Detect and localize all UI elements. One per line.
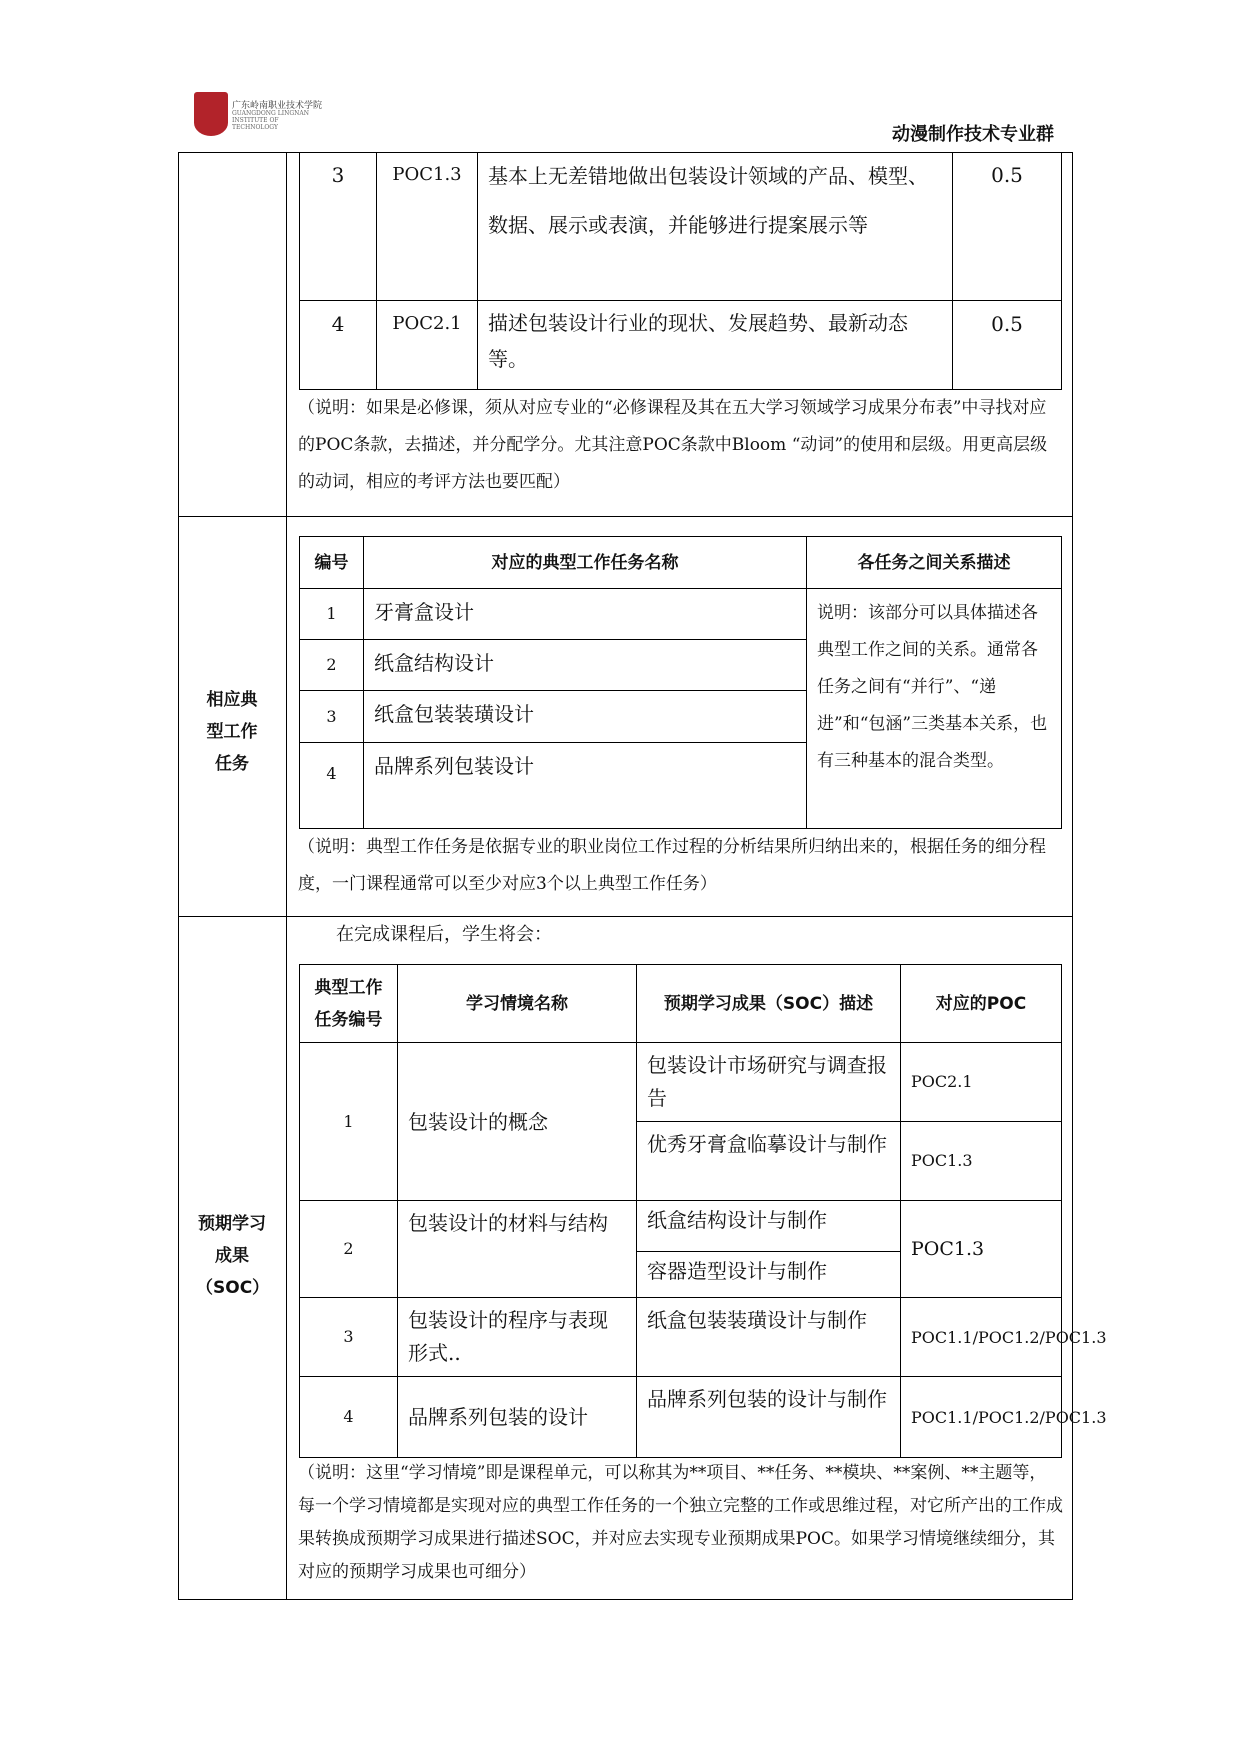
logo-text-en: GUANGDONG LINGNAN INSTITUTE OF TECHNOLOGY [232,110,309,131]
row-divider [178,516,1073,517]
poc-code: POC2.1 [377,300,478,389]
poc-description: 基本上无差错地做出包装设计领域的产品、模型、数据、展示或表演，并能够进行提案展示等 [478,152,953,300]
task-number: 3 [300,691,364,743]
context-name: 包装设计的材料与结构 [398,1201,637,1298]
section2-note: （说明：典型工作任务是依据专业的职业岗位工作过程的分析结果所归纳出来的，根据任务的细分程度，一门课程通常可以至少对应3个以上典型工作任务） [298,837,1046,894]
header-soc: 预期学习成果（SOC）描述 [637,965,901,1043]
credit-value: 0.5 [953,300,1062,389]
context-name: 包装设计的概念 [398,1043,637,1201]
poc-code: POC2.1 [901,1043,1062,1122]
section1-note: （说明：如果是必修课，须从对应专业的“必修课程及其在五大学习领域学习成果分布表”中寻找对应的POC条款，去描述，并分配学分。尤其注意POC条款中Bloom “动词”的使用和层级。用更高层级的动词，相应的考评方法也要匹配） [298,398,1048,492]
table-row [300,1201,1062,1252]
task-name: 纸盒结构设计 [364,640,807,691]
task-name: 牙膏盒设计 [364,589,807,640]
soc-label: 预期学习成果（SOC） [196,1214,270,1298]
soc-description: 包装设计市场研究与调查报告 [637,1043,901,1122]
section3-note: （说明：这里“学习情境”即是课程单元，可以称其为**项目、**任务、**模块、**案例、**主题等，每一个学习情境都是实现对应的典型工作任务的一个独立完整的工作或思维过程，对它所产出的工作成果转换成预期学习成果进行描述SOC，并对应去实现专业预期成果POC。如果学习情境继续细分，其对应的预期学习成果也可细分） [298,1463,1063,1582]
poc-credit-table [299,152,1062,390]
task-number: 4 [300,743,364,829]
task-name: 品牌系列包装设计 [364,743,807,829]
table-row [300,1298,1062,1377]
table-header-row [300,537,1062,589]
table-row [300,1377,1062,1458]
task-number: 1 [300,589,364,640]
task-name: 纸盒包装装璜设计 [364,691,807,743]
typical-tasks-table [299,536,1062,829]
soc-description: 品牌系列包装的设计与制作 [637,1377,901,1458]
column-divider [286,152,287,1600]
header-poc: 对应的POC [901,965,1062,1043]
table-row [300,589,1062,640]
header-relation: 各任务之间关系描述 [807,537,1062,589]
task-number: 4 [300,1377,398,1458]
header-number: 编号 [300,537,364,589]
poc-code: POC1.1/POC1.2/POC1.3 [901,1377,1062,1458]
header-task-number: 典型工作任务编号 [300,965,398,1043]
soc-description: 纸盒结构设计与制作 [637,1201,901,1252]
task-number: 2 [300,1201,398,1298]
soc-description: 优秀牙膏盒临摹设计与制作 [637,1122,901,1201]
table-row [300,1043,1062,1122]
context-name: 包装设计的程序与表现形式.. [398,1298,637,1377]
college-logo [194,92,228,136]
soc-description: 容器造型设计与制作 [637,1252,901,1298]
table-row [300,152,1062,300]
header-task-name: 对应的典型工作任务名称 [364,537,807,589]
relation-description: 说明：该部分可以具体描述各典型工作之间的关系。通常各任务之间有“并行”、“递进”和“包涵”三类基本关系，也有三种基本的混合类型。 [807,589,1062,829]
department-header: 动漫制作技术专业群 [892,124,1054,145]
row-divider [178,916,1073,917]
table-header-row [300,965,1062,1043]
task-number: 3 [300,1298,398,1377]
soc-intro: 在完成课程后，学生将会： [336,924,552,945]
task-number: 2 [300,640,364,691]
header-context-name: 学习情境名称 [398,965,637,1043]
context-name: 品牌系列包装的设计 [398,1377,637,1458]
credit-value: 0.5 [953,152,1062,300]
soc-description: 纸盒包装装璜设计与制作 [637,1298,901,1377]
soc-table [299,964,1107,1458]
poc-code: POC1.1/POC1.2/POC1.3 [901,1298,1062,1377]
poc-code: POC1.3 [377,152,478,300]
row-number: 4 [300,300,377,389]
poc-code: POC1.3 [901,1201,1062,1298]
logo-text-cn: 广东岭南职业技术学院 [232,101,323,111]
table-row [300,300,1062,389]
poc-description: 描述包装设计行业的现状、发展趋势、最新动态等。 [478,300,953,389]
row-number: 3 [300,152,377,300]
task-number: 1 [300,1043,398,1201]
poc-code: POC1.3 [901,1122,1062,1201]
typical-tasks-label: 相应典型工作任务 [206,690,258,774]
